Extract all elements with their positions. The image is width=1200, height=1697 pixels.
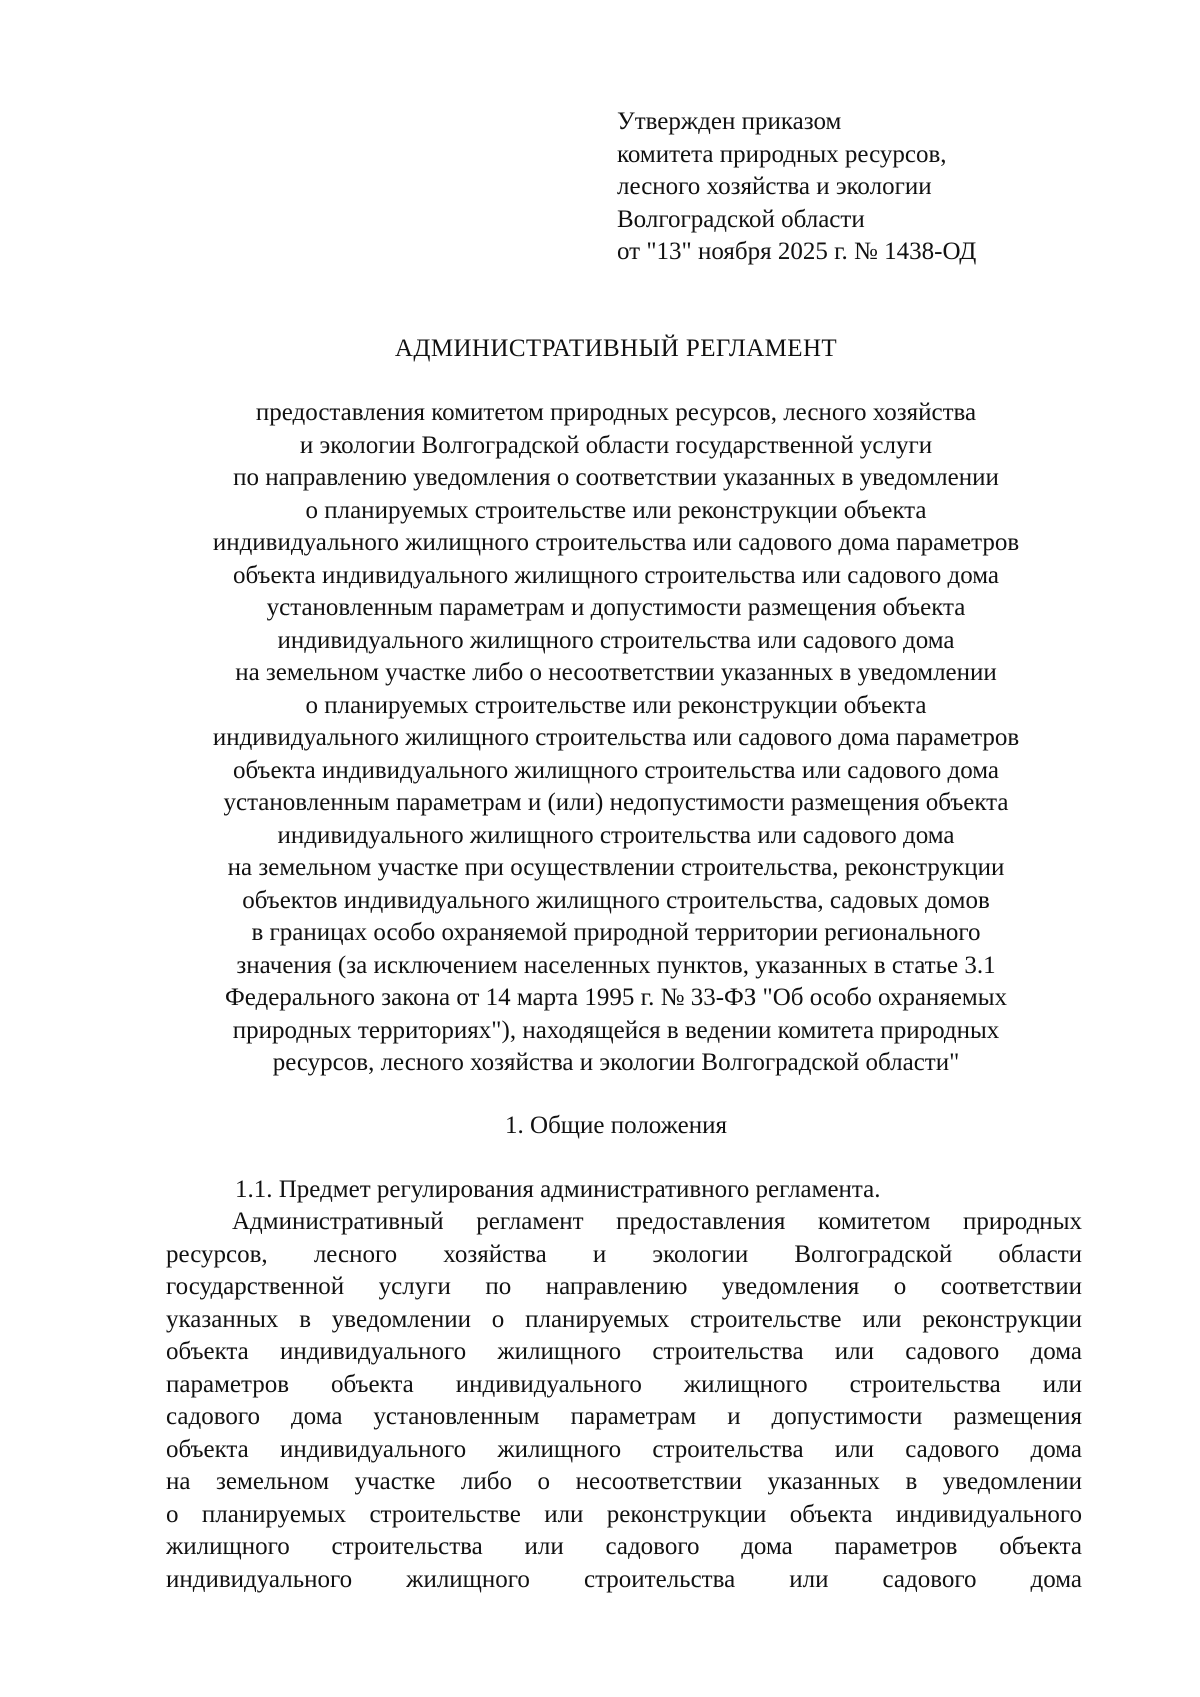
approval-line: Утвержден приказом xyxy=(617,108,842,135)
document-subtitle xyxy=(150,397,1082,1080)
subtitle-line: по направлению уведомления о соответствии указанных в уведомлении xyxy=(233,464,999,491)
approval-line: Волгоградской области xyxy=(617,205,865,233)
subtitle-line: природных территориях"), находящейся в ведении комитета природных xyxy=(232,1016,1000,1044)
subtitle-line: и экологии Волгоградской области государственной услуги xyxy=(299,431,933,459)
body-line: Административный регламент предоставления комитетом природных xyxy=(232,1208,1082,1235)
subtitle-line: ресурсов, лесного хозяйства и экологии Волгоградской области" xyxy=(272,1049,960,1076)
approval-order-date-number: от "13" ноября 2025 г. № 1438-ОД xyxy=(617,238,977,265)
subtitle-line: Федерального закона от 14 марта 1995 г. № 33-ФЗ "Об особо охраняемых xyxy=(224,984,1008,1011)
clause-body xyxy=(166,1206,1082,1596)
body-line: параметров объекта индивидуального жилищного строительства или xyxy=(166,1370,1082,1398)
subtitle-line: объектов индивидуального жилищного строительства, садовых домов xyxy=(242,886,990,914)
body-line: на земельном участке либо о несоответствии указанных в уведомлении xyxy=(166,1468,1082,1495)
body-line: объекта индивидуального жилищного строительства или садового дома xyxy=(166,1338,1082,1365)
subtitle-line: предоставления комитетом природных ресурсов, лесного хозяйства xyxy=(255,399,977,426)
subtitle-line: в границах особо охраняемой природной территории регионального xyxy=(251,919,981,946)
subtitle-line: о планируемых строительстве или реконструкции объекта xyxy=(305,691,927,719)
document-title: АДМИНИСТРАТИВНЫЙ РЕГЛАМЕНТ xyxy=(394,335,838,362)
approval-line: лесного хозяйства и экологии xyxy=(617,173,932,200)
clause-heading: 1.1. Предмет регулирования административного регламента. xyxy=(235,1176,881,1203)
subtitle-line: установленным параметрам и (или) недопустимости размещения объекта xyxy=(223,789,1009,816)
subtitle-line: установленным параметрам и допустимости размещения объекта xyxy=(266,594,966,621)
approval-block xyxy=(617,106,1137,269)
body-line: государственной услуги по направлению уведомления о соответствии xyxy=(166,1273,1082,1300)
body-line: жилищного строительства или садового дома параметров объекта xyxy=(166,1533,1082,1560)
body-line: садового дома установленным параметрам и допустимости размещения xyxy=(166,1403,1082,1430)
body-line: индивидуального жилищного строительства или садового дома xyxy=(166,1565,1082,1593)
subtitle-line: объекта индивидуального жилищного строительства или садового дома xyxy=(232,756,1000,784)
approval-line: комитета природных ресурсов, xyxy=(617,140,947,168)
subtitle-line: на земельном участке либо о несоответствии указанных в уведомлении xyxy=(235,659,997,686)
subtitle-line: индивидуального жилищного строительства или садового дома xyxy=(277,626,955,654)
subtitle-line: объекта индивидуального жилищного строительства или садового дома xyxy=(232,561,1000,589)
subtitle-line: о планируемых строительстве или реконструкции объекта xyxy=(305,496,927,524)
subtitle-line: значения (за исключением населенных пунктов, указанных в статье 3.1 xyxy=(236,951,996,979)
subtitle-line: индивидуального жилищного строительства или садового дома параметров xyxy=(212,724,1020,751)
body-line: объекта индивидуального жилищного строительства или садового дома xyxy=(166,1435,1082,1463)
subtitle-line: индивидуального жилищного строительства или садового дома параметров xyxy=(212,529,1020,556)
subtitle-line: на земельном участке при осуществлении строительства, реконструкции xyxy=(227,854,1005,881)
body-line: о планируемых строительстве или реконструкции объекта индивидуального xyxy=(166,1500,1082,1528)
body-line: ресурсов, лесного хозяйства и экологии Волгоградской области xyxy=(166,1240,1082,1268)
section-heading: 1. Общие положения xyxy=(505,1112,727,1139)
subtitle-line: индивидуального жилищного строительства или садового дома xyxy=(277,821,955,849)
body-line: указанных в уведомлении о планируемых строительстве или реконструкции xyxy=(166,1305,1082,1333)
